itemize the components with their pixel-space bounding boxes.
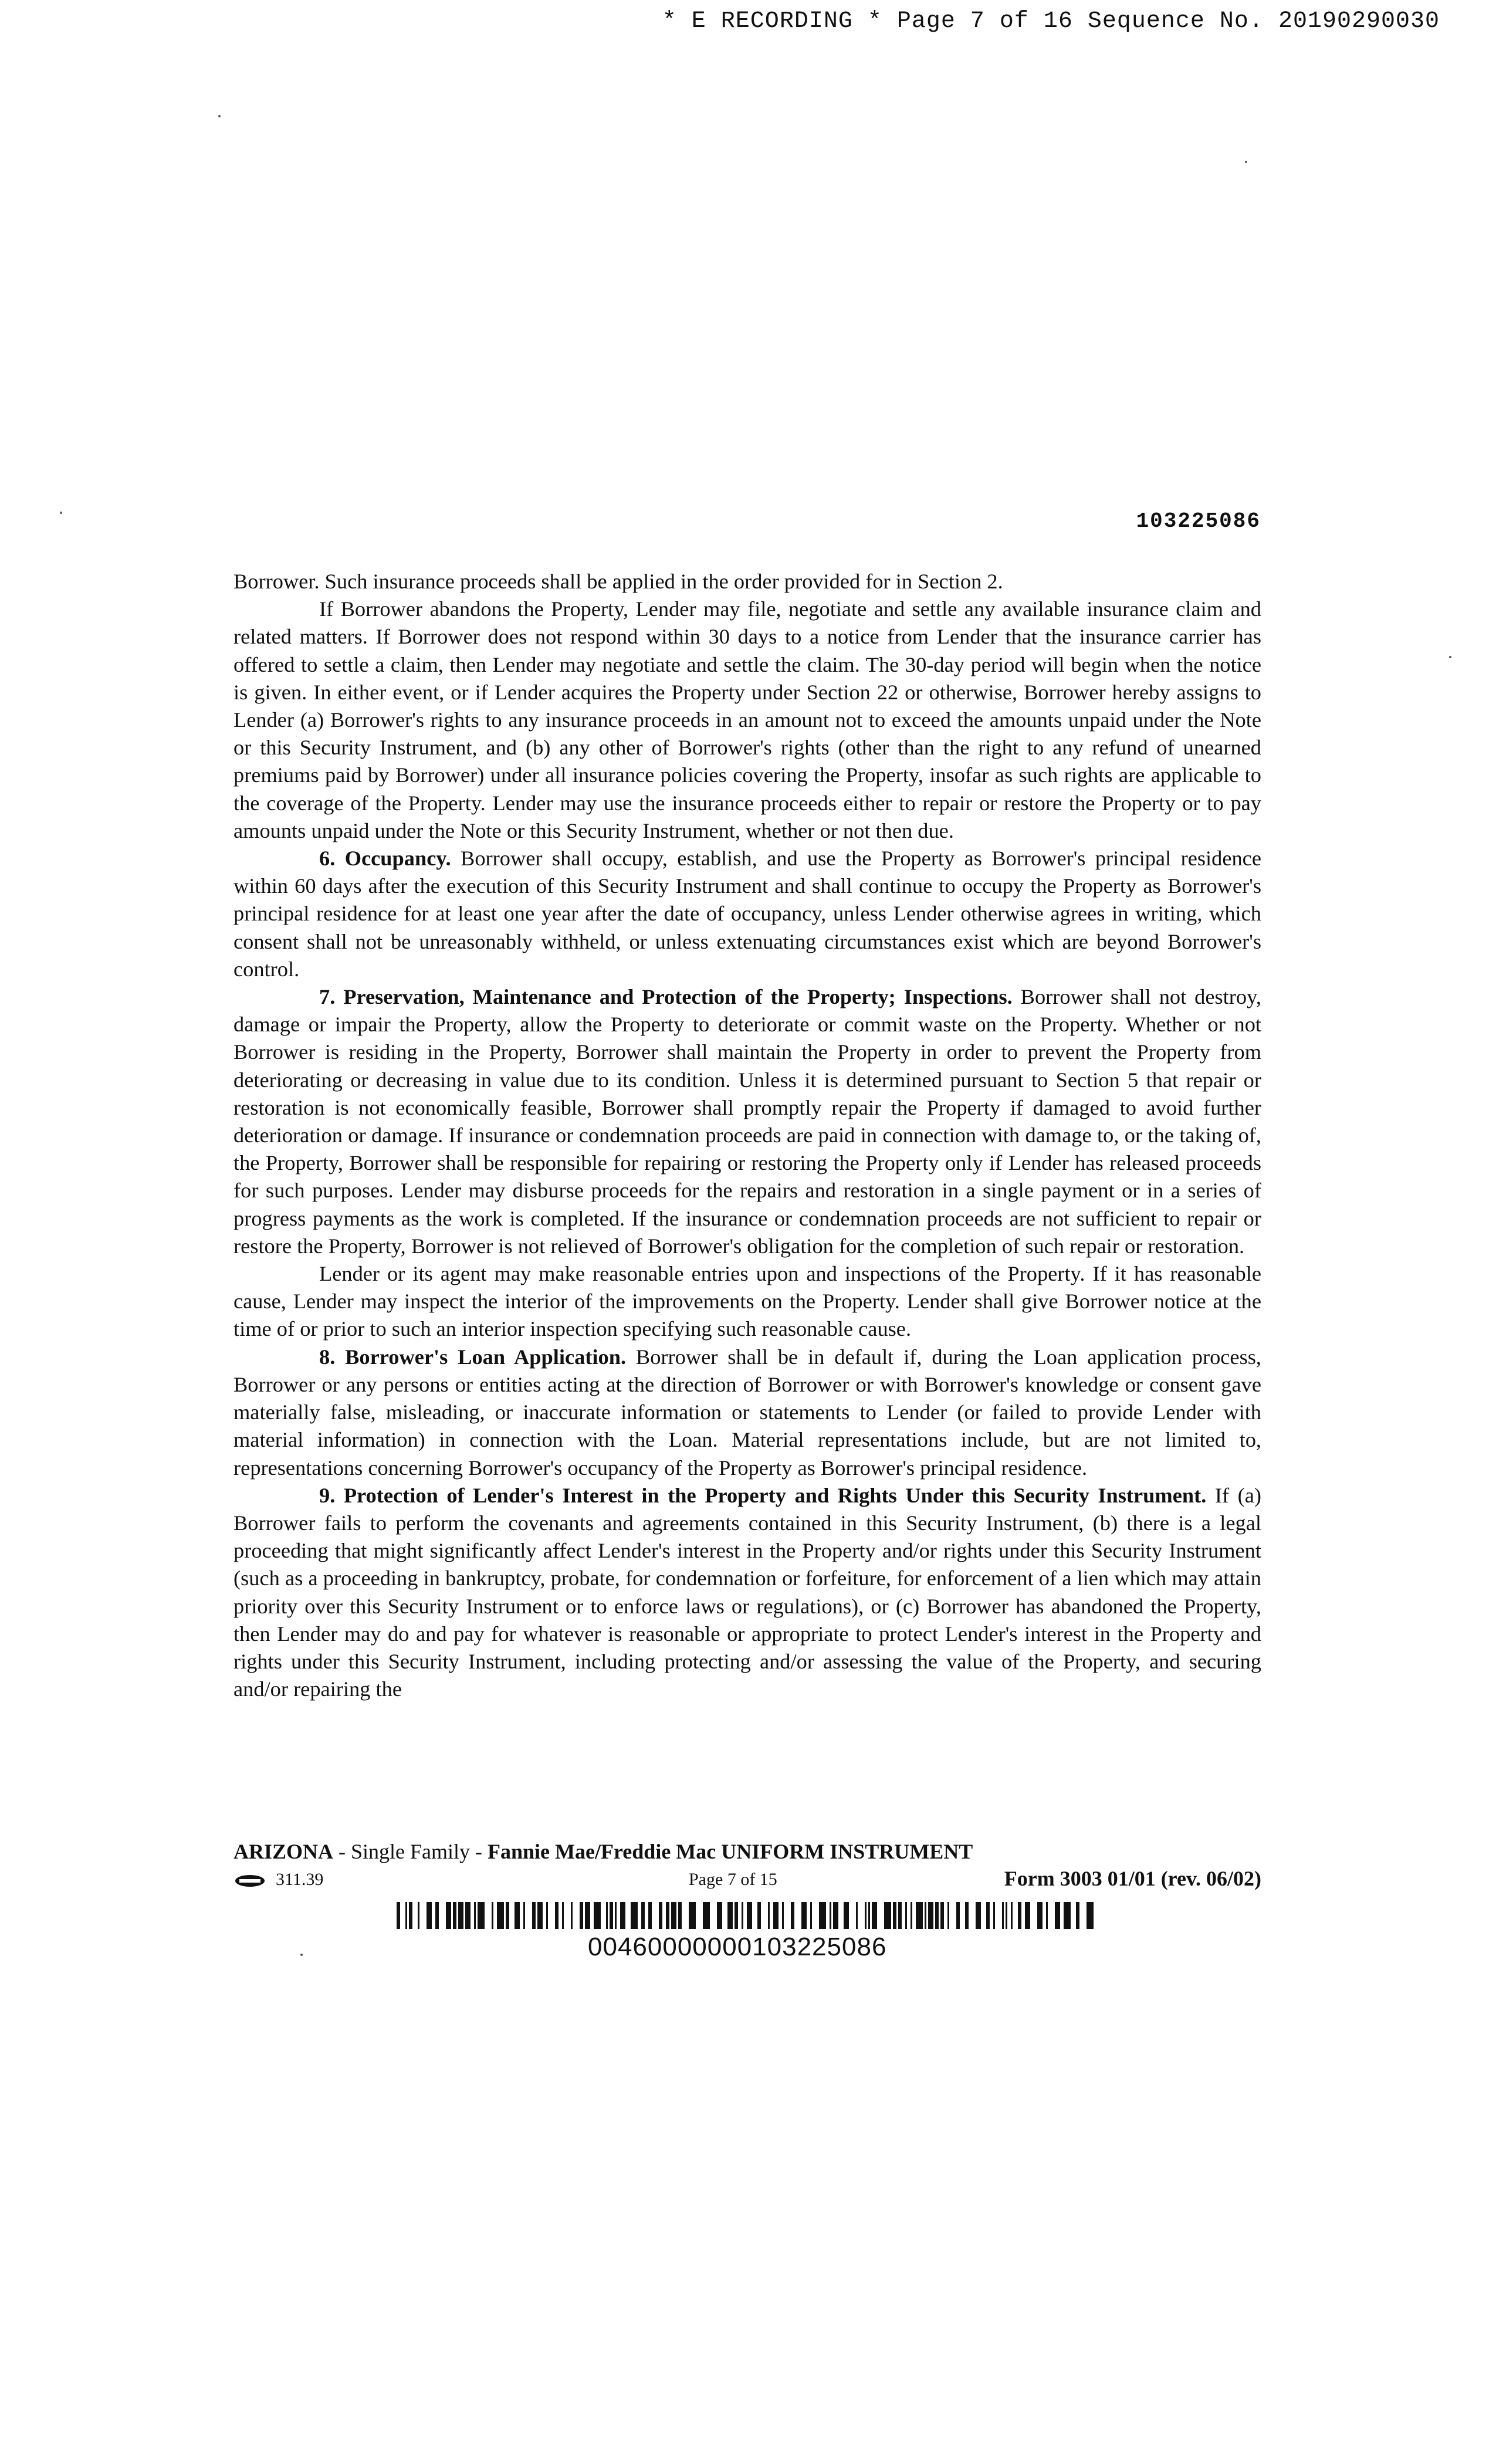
barcode-bar — [555, 1902, 559, 1929]
barcode-bar — [458, 1902, 463, 1929]
barcode-bar — [506, 1902, 509, 1929]
section-heading: 6. Occupancy. — [319, 847, 451, 871]
barcode-bar — [1002, 1902, 1004, 1929]
barcode-bar — [532, 1902, 536, 1929]
scan-speck — [218, 115, 221, 117]
barcode-bar — [641, 1902, 645, 1929]
scan-speck — [1245, 161, 1247, 163]
barcode-bar — [757, 1902, 761, 1929]
barcode-bar — [986, 1902, 990, 1929]
section-heading: 9. Protection of Lender's Interest in the Property and Rights Under this Security Instrument. — [319, 1483, 1207, 1507]
barcode-bar — [717, 1902, 722, 1929]
barcode-bar — [497, 1902, 504, 1929]
loan-number: 103225086 — [1136, 509, 1261, 533]
page-footer — [233, 1839, 1261, 1896]
barcode-bar — [856, 1902, 858, 1929]
barcode-bar — [594, 1902, 601, 1929]
scan-speck — [300, 1954, 303, 1956]
barcode-bar — [478, 1902, 485, 1929]
barcode-bar — [465, 1902, 471, 1929]
barcode-bar — [916, 1902, 923, 1929]
recording-header: * E RECORDING * Page 7 of 16 Sequence No. 20190290030 — [662, 8, 1440, 35]
barcode-bar — [935, 1902, 939, 1929]
barcode-bar — [768, 1902, 770, 1929]
scan-speck — [1449, 656, 1451, 658]
footer-state: ARIZONA — [233, 1840, 334, 1863]
barcode-bar — [868, 1902, 870, 1929]
footer-row — [233, 1866, 1261, 1896]
footer-page-number: Page 7 of 15 — [689, 1870, 777, 1889]
barcode — [397, 1902, 1096, 1929]
barcode-bar — [427, 1902, 432, 1929]
barcode-bar — [965, 1902, 969, 1929]
barcode-bar — [446, 1902, 451, 1929]
section-heading: 7. Preservation, Maintenance and Protection of the Property; Inspections. — [319, 985, 1013, 1009]
barcode-bar — [571, 1902, 573, 1929]
form-logo-icon — [233, 1873, 266, 1888]
barcode-bar — [453, 1902, 456, 1929]
barcode-bar — [585, 1902, 590, 1929]
barcode-bar — [928, 1902, 933, 1929]
barcode-bar — [1046, 1902, 1048, 1929]
footer-form-code — [233, 1870, 323, 1890]
barcode-bar — [747, 1902, 752, 1929]
barcode-bar — [648, 1902, 652, 1929]
barcode-bar — [893, 1902, 896, 1929]
barcode-bar — [976, 1902, 981, 1929]
barcode-bar — [580, 1902, 583, 1929]
barcode-bar — [474, 1902, 476, 1929]
barcode-bar — [492, 1902, 493, 1929]
barcode-bar — [1087, 1902, 1094, 1929]
barcode-bar — [1025, 1902, 1030, 1929]
barcode-bar — [801, 1902, 807, 1929]
barcode-bar — [833, 1902, 838, 1929]
barcode-bar — [703, 1902, 710, 1929]
barcode-bar — [819, 1902, 826, 1929]
barcode-bar — [925, 1902, 926, 1929]
barcode-bar — [940, 1902, 944, 1929]
barcode-bar — [782, 1902, 784, 1929]
barcode-bar — [911, 1902, 912, 1929]
scan-speck — [60, 512, 62, 514]
barcode-bar — [537, 1902, 543, 1929]
barcode-bar — [947, 1902, 949, 1929]
barcode-bar — [773, 1902, 779, 1929]
footer-title — [233, 1839, 1261, 1864]
barcode-bar — [405, 1902, 407, 1929]
barcode-bar — [418, 1902, 419, 1929]
section-text: If (a) Borrower fails to perform the covenants and agreements contained in this Security Instrument, (b) there is a legal proceeding that might significantly affect Lender's interest in the Property and/or rights under this Security Instrument (such as a proceeding in bankruptcy, probate, for condemnation or forfeiture, for enforcement of a lien which may attain priority over this Security Instrument or to enforce laws or regulations), or (c) Borrower has abandoned the Property, then Lender may do and pay for whatever is reasonable or appropriate to protect Lender's interest in the Property and rights under this Security Instrument, including protecting and/or assessing the value of the Property, and securing and/or repairing the — [233, 1483, 1262, 1701]
barcode-bar — [898, 1902, 902, 1929]
barcode-bar — [515, 1902, 520, 1929]
barcode-bar — [397, 1902, 400, 1929]
section-text: Borrower shall be in default if, during the Loan application process, Borrower or any persons or entities acting at the direction of Borrower or with Borrower's knowledge or consent gave materially false, misleading, or inaccurate information or statements to Lender (or failed to provide Lender with material information) in connection with the Loan. Material representations include, but are not limited to, representations concerning Borrower's occupancy of the Property as Borrower's principal residence. — [233, 1345, 1262, 1480]
barcode-number: 00460000000103225086 — [588, 1932, 887, 1961]
barcode-bar — [1006, 1902, 1007, 1929]
document-body — [233, 568, 1261, 1703]
paragraph-abandonment: If Borrower abandons the Property, Lender may file, negotiate and settle any available insurance claim and related matters. If Borrower does not respond within 30 days to a notice from Lender that the insurance carrier has offered to settle a claim, then Lender may negotiate and settle the claim. The 30-day period will begin when the notice is given. In either event, or if Lender acquires the Property under Section 22 or otherwise, Borrower hereby assigns to Lender (a) Borrower's rights to any insurance proceeds in an amount not to exceed the amounts unpaid under the Note or this Security Instrument, and (b) any other of Borrower's rights (other than the right to any refund of unearned premiums paid by Borrower) under all insurance policies covering the Property, insofar as such rights are applicable to the coverage of the Property. Lender may use the insurance proceeds either to repair or restore the Property or to pay amounts unpaid under the Note or this Security Instrument, whether or not then due. — [233, 597, 1261, 842]
section-9-protection — [233, 1482, 1261, 1704]
barcode-bar — [631, 1902, 638, 1929]
barcode-bar — [993, 1902, 995, 1929]
paragraph-inspection: Lender or its agent may make reasonable entries upon and inspections of the Property. If it has reasonable cause, Lender may inspect the interior of the improvements on the Property. Lender shall give Borrower notice at the time of or prior to such an interior inspection specifying such reasonable cause. — [233, 1262, 1261, 1341]
section-text: Borrower shall occupy, establish, and use the Property as Borrower's principal residence within 60 days after the execution of this Security Instrument and shall continue to occupy the Property as Borrower's principal residence for at least one year after the date of occupancy, unless Lender otherwise agrees in writing, which consent shall not be unreasonably withheld, or unless extenuating circumstances exist which are beyond Borrower's control. — [233, 847, 1261, 981]
barcode-bar — [606, 1902, 608, 1929]
footer-form-code-text: 311.39 — [276, 1870, 324, 1889]
barcode-bar — [884, 1902, 891, 1929]
barcode-bar — [1076, 1902, 1079, 1929]
barcode-bar — [1064, 1902, 1071, 1929]
barcode-bar — [727, 1902, 733, 1929]
paragraph-continuation: Borrower. Such insurance proceeds shall be applied in the order provided for in Section 2. — [233, 570, 1003, 593]
barcode-bar — [1018, 1902, 1021, 1929]
barcode-bar — [409, 1902, 412, 1929]
barcode-bar — [523, 1902, 525, 1929]
section-7-preservation — [233, 983, 1261, 1260]
barcode-bar — [435, 1902, 439, 1929]
barcode-bar — [1011, 1902, 1013, 1929]
barcode-bar — [610, 1902, 613, 1929]
barcode-bar — [735, 1902, 738, 1929]
section-text: Borrower shall not destroy, damage or impair the Property, allow the Property to deteriorate or commit waste on the Property. Whether or not Borrower is residing in the Property, Borrower shall maintain the Property in order to prevent the Property from deteriorating or decreasing in value due to its condition. Unless it is determined pursuant to Section 5 that repair or restoration is not economically feasible, Borrower shall promptly repair the Property if damaged to avoid further deterioration or damage. If insurance or condemnation proceeds are paid in connection with damage to, or the taking of, the Property, Borrower shall be responsible for repairing or restoring the Property only if Lender has released proceeds for such purposes. Lender may disburse proceeds for the repairs and restoration in a single payment or in a series of progress payments as the work is completed. If the insurance or condemnation proceeds are not sufficient to repair or restore the Property, Borrower is not relieved of Borrower's obligation for the completion of such repair or restoration. — [233, 985, 1261, 1258]
barcode-bar — [678, 1902, 682, 1929]
barcode-bar — [671, 1902, 676, 1929]
barcode-bar — [844, 1902, 849, 1929]
footer-instrument: Fannie Mae/Freddie Mac UNIFORM INSTRUMENT — [488, 1840, 973, 1863]
barcode-bar — [666, 1902, 669, 1929]
barcode-bar — [1055, 1902, 1060, 1929]
barcode-bar — [1037, 1902, 1043, 1929]
barcode-bar — [872, 1902, 877, 1929]
barcode-bar — [615, 1902, 617, 1929]
footer-dash: - Single Family - — [333, 1840, 488, 1863]
barcode-bar — [689, 1902, 696, 1929]
section-heading: 8. Borrower's Loan Application. — [319, 1345, 627, 1369]
barcode-bar — [810, 1902, 812, 1929]
barcode-bar — [905, 1902, 907, 1929]
barcode-bar — [791, 1902, 794, 1929]
section-8-loan-application — [233, 1343, 1261, 1482]
barcode-bar — [830, 1902, 831, 1929]
barcode-bar — [865, 1902, 867, 1929]
barcode-bar — [620, 1902, 625, 1929]
barcode-bar — [546, 1902, 548, 1929]
barcode-bar — [956, 1902, 960, 1929]
barcode-bar — [742, 1902, 743, 1929]
barcode-bar — [659, 1902, 662, 1929]
footer-form-number: Form 3003 01/01 (rev. 06/02) — [1004, 1867, 1261, 1890]
barcode-bar — [562, 1902, 564, 1929]
section-6-occupancy — [233, 845, 1261, 983]
